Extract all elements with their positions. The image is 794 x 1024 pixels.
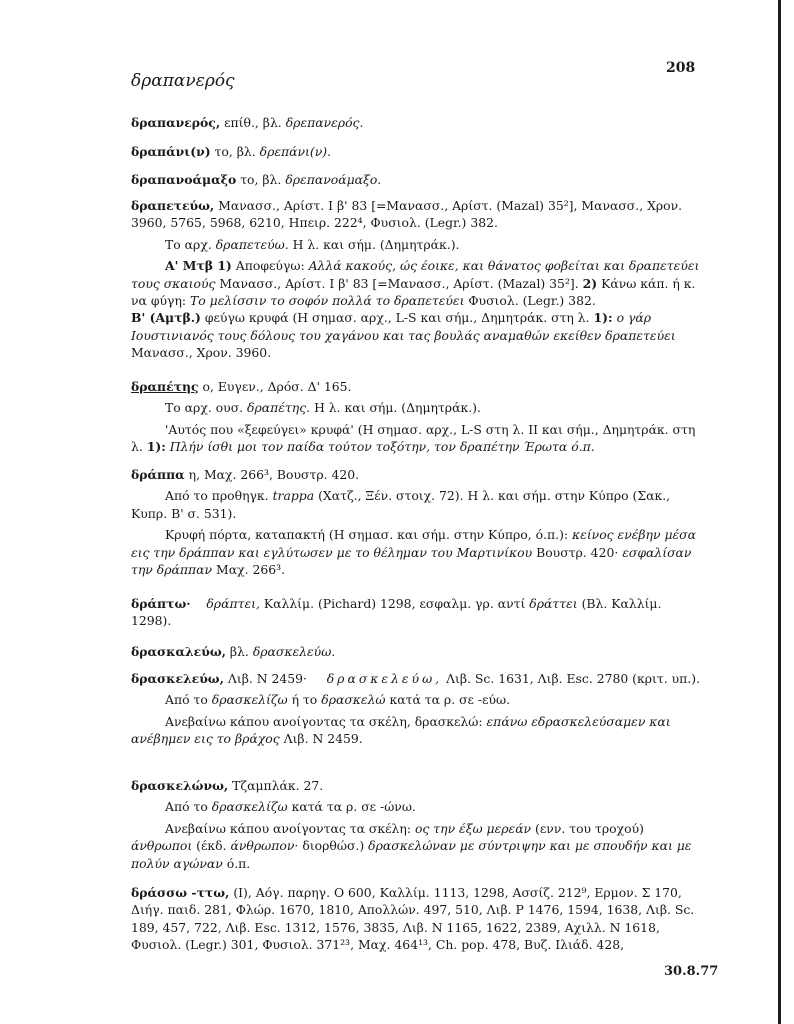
sense bbox=[131, 421, 701, 456]
quotation: ος την έξω μερεάν bbox=[414, 820, 532, 836]
entry-drapto bbox=[131, 595, 701, 630]
lemma: δρασκελεύω, bbox=[131, 671, 224, 686]
etymology-word: δρασκελώ bbox=[321, 692, 386, 708]
sense-definition: 'Αυτός που «ξεφεύγει» κρυφά' (Η σημασ. αρχ., L-S στη λ. ΙΙ και σήμ., Δημητράκ. στη λ. bbox=[131, 421, 696, 455]
entry-drapetis bbox=[131, 378, 701, 456]
cross-reference: δρεπάνι(ν). bbox=[259, 144, 332, 159]
lemma: δραπέτης bbox=[131, 379, 199, 394]
lemma: δράσσω -ττω, bbox=[131, 885, 230, 900]
footer-date: 30.8.77 bbox=[664, 964, 719, 979]
etymology-text: κατά τα ρ. σε -εύω. bbox=[389, 692, 511, 708]
grammar-note: το, βλ. bbox=[240, 172, 282, 187]
etymology-text: Από το bbox=[165, 799, 208, 815]
quotation: Το μελίσσιν το σοφόν πολλά το δραπετεύει bbox=[190, 293, 465, 309]
entry-drapani bbox=[131, 143, 701, 160]
quotation: Αλλά κακούς, ώς έοικε, και θάνατος φοβείται και δραπετεύει τους σκαιούς bbox=[131, 258, 700, 291]
etymology-text: Το αρχ. bbox=[165, 236, 212, 252]
editorial-note: (ενν. του τροχού) bbox=[535, 820, 644, 836]
sense-definition: Ανεβαίνω κάπου ανοίγοντας τα σκέλη, δρασκελώ: bbox=[165, 713, 483, 729]
entry-drapaneros bbox=[131, 114, 701, 131]
editorial-note: διορθώσ.) bbox=[302, 838, 365, 854]
etymology-text: Το αρχ. ουσ. bbox=[165, 400, 244, 416]
quotation-source: Έρωτα ό.π. bbox=[523, 439, 595, 455]
etymology-word: δρασκελίζω bbox=[211, 799, 288, 815]
sense-label: Α' Μτβ 1) bbox=[165, 258, 232, 274]
sense bbox=[131, 526, 701, 578]
quotation: κείνος ενέβην μέσα εις την δράππαν και εγλύτωσεν με το θέλημαν του Μαρτινίκου bbox=[131, 527, 696, 560]
etymology-word: δρασκελίζω bbox=[211, 692, 288, 708]
sense-definition: φεύγω κρυφά (Η σημασ. αρχ., L-S και σήμ., Δημητράκ. στη λ. bbox=[204, 310, 590, 326]
quotation: δρασκελώναν με σύντριψην και με σπουδήν και με πολύν αγώναν bbox=[131, 838, 692, 871]
quotation: Πλήν ίσθι μοι τον παίδα τούτον τοξότην, τον δραπέτην bbox=[169, 439, 520, 455]
lemma: δραπάνι(ν) bbox=[131, 144, 211, 159]
quotation: δράπτει, bbox=[206, 596, 260, 611]
source-list: Λιβ. Sc. 1631, Λιβ. Esc. 2780 (κριτ. υπ.). bbox=[446, 671, 701, 686]
cross-reference: δρεπανοάμαξο. bbox=[285, 172, 382, 187]
lemma: δρασκαλεύω, bbox=[131, 644, 226, 659]
sense-definition: Κρυφή πόρτα, καταπακτή (Η σημασ. και σήμ. στην Κύπρο, ό.π.): bbox=[165, 527, 569, 543]
quotation-source: Μαχ. 266³. bbox=[216, 562, 286, 578]
entry-draskaleuo bbox=[131, 643, 701, 660]
sense-b bbox=[131, 309, 701, 361]
sense-definition: Αποφεύγω: bbox=[235, 258, 305, 274]
page-number: 208 bbox=[666, 60, 696, 76]
sense bbox=[131, 713, 701, 748]
cross-reference: δρεπανερός. bbox=[285, 115, 364, 130]
quotation: ο γάρ Ιουστινιανός τους δόλους του χαγάνου και τας βουλάς αναμαθών εκείθεν δραπετεύει bbox=[131, 310, 676, 343]
lemma: δρασκελώνω, bbox=[131, 778, 229, 793]
source-list: Καλλίμ. (Pichard) 1298, εσφαλμ. γρ. αντί bbox=[263, 596, 526, 611]
etymology-text: ή το bbox=[291, 692, 318, 708]
etymology bbox=[131, 487, 701, 522]
etymology bbox=[131, 399, 701, 416]
quotation: επάνω εδρασκελεύσαμεν και ανέβημεν εις το βράχος bbox=[131, 713, 671, 747]
sense-label: 2) bbox=[582, 275, 598, 291]
lemma: δράππα bbox=[131, 467, 185, 482]
running-header-word: δραπανερός bbox=[131, 71, 235, 91]
entry-drapeteuo bbox=[131, 197, 701, 362]
sense bbox=[131, 820, 701, 872]
sense-number: 1): bbox=[593, 310, 613, 326]
quotation: άνθρωπον· bbox=[230, 838, 299, 854]
source-list: Ch. pop. 478, Βυζ. Ιλιάδ. 428, bbox=[435, 937, 625, 953]
etymology-text: Η λ. και σήμ. (Δημητράκ.). bbox=[292, 236, 460, 252]
etymology-word: δραπετεύω. bbox=[215, 236, 289, 252]
source-list: ο, Ευγεν., Δρόσ. Δ' 165. bbox=[202, 379, 352, 394]
lemma: δραπανοάμαξο bbox=[131, 172, 237, 187]
etymology-text: Από το προθηγκ. bbox=[165, 488, 269, 504]
source-list: (Βλ. Καλλίμ. 1298). bbox=[131, 596, 662, 629]
entry-draskeleuo bbox=[131, 670, 701, 748]
source-list: Λιβ. Ν 2459· bbox=[227, 671, 307, 686]
etymology bbox=[131, 691, 701, 708]
source-list: η, Μαχ. 266³, Βουστρ. 420. bbox=[188, 467, 360, 482]
quotation-source: Βουστρ. 420· bbox=[536, 544, 619, 560]
entry-drappa bbox=[131, 466, 701, 578]
sense-definition: Ανεβαίνω κάπου ανοίγοντας τα σκέλη: bbox=[165, 820, 411, 836]
etymology-text: (Χατζ., Ξέν. στοιχ. 72). Η λ. και σήμ. στην Κύπρο (Σακ., Κυπρ. Β' σ. 531). bbox=[131, 488, 671, 521]
sense-definition: Κάνω κάπ. ή κ. να φύγη: bbox=[131, 275, 696, 309]
etymology-text: Η λ. και σήμ. (Δημητράκ.). bbox=[314, 400, 481, 416]
quotation-source: Λιβ. Ν 2459. bbox=[283, 731, 363, 747]
sense-label: Β' (Αμτβ.) bbox=[131, 310, 201, 326]
quotation-source: Μανασσ., Αρίστ. Ι β' 83 [=Μανασσ., Αρίστ. (Mazal) 35²]. bbox=[219, 275, 579, 291]
quotation-source: Φυσιολ. (Legr.) 382. bbox=[468, 293, 596, 309]
etymology bbox=[131, 798, 701, 815]
etymology-word: trappa bbox=[272, 488, 315, 504]
lemma: δράπτω· bbox=[131, 596, 191, 611]
lemma: δραπετεύω, bbox=[131, 198, 215, 213]
quotation: εσφαλίσαν την δράππαν bbox=[131, 544, 692, 578]
grammar-note: βλ. bbox=[229, 644, 249, 659]
grammar-note: το, βλ. bbox=[214, 144, 256, 159]
source-list: (Ι), Αόγ. παρηγ. Ο 600, Καλλίμ. 1113, 1298, Ασσίζ. 212⁹, Ερμον. Σ 170, Διήγ. παιδ. 281, Φλώρ. 1670, 1810, Απολλών. 497, 510, Λιβ. Ρ 1476, 1594, 1638, Λιβ. Sc. 189, 457, 722, Λιβ. Esc. 1312, 1576, 3835, Λιβ. Ν 1165, 1622, 2389, Αχιλλ. Ν 1618, Φυσιολ. (Legr.) 301, Φυσιολ. 371²³, Μαχ. 464¹³, bbox=[131, 885, 695, 953]
grammar-note: επίθ., βλ. bbox=[224, 115, 282, 130]
cross-reference: δρασκελεύω. bbox=[252, 644, 336, 659]
entry-drapanoamaxo bbox=[131, 171, 701, 188]
quotation-source: ό.π. bbox=[226, 855, 251, 871]
etymology bbox=[131, 236, 701, 253]
source-list: Μανασσ., Αρίστ. Ι β' 83 [=Μανασσ., Αρίστ. (Mazal) 35²], Μανασσ., Χρον. 3960, 5765, 5968, 6210, Ηπειρ. 222⁴, Φυσιολ. (Legr.) 382. bbox=[131, 198, 683, 231]
etymology-text: Από το bbox=[165, 692, 208, 708]
editorial-note: (έκδ. bbox=[196, 838, 227, 854]
sense-number: 1): bbox=[146, 439, 166, 455]
quotation-source: Μανασσ., Χρον. 3960. bbox=[131, 345, 272, 361]
etymology-word: δραπέτης. bbox=[247, 400, 311, 416]
quotation: άνθρωποι bbox=[131, 838, 193, 854]
etymology-text: κατά τα ρ. σε -ώνω. bbox=[291, 799, 416, 815]
entry-drasso bbox=[131, 884, 701, 954]
quotation: δρασκελεύω, bbox=[326, 671, 443, 686]
source-list: Τζαμπλάκ. 27. bbox=[232, 778, 324, 793]
variant-form: δράττει bbox=[529, 596, 578, 611]
entry-draskelono bbox=[131, 777, 701, 872]
sense-a bbox=[131, 257, 701, 309]
lemma: δραπανερός, bbox=[131, 115, 221, 130]
